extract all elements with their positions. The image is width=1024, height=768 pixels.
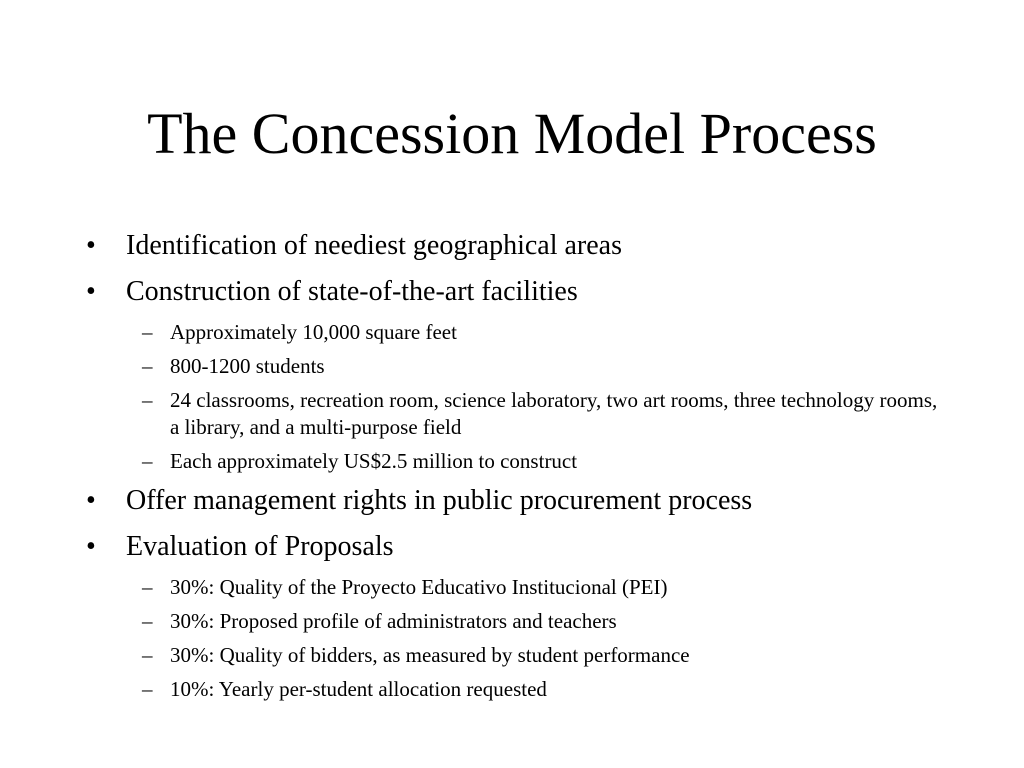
dash-marker: – [142,388,153,412]
bullet-text: Identification of neediest geographical areas [126,230,622,261]
sub-bullet-text: 10%: Yearly per-student allocation requested [170,677,547,701]
bullet-text: Construction of state-of-the-art facilities [126,276,578,307]
sub-bullet-item [86,608,946,635]
sub-bullet-text: 30%: Quality of bidders, as measured by student performance [170,643,690,667]
slide-title: The Concession Model Process [147,101,877,166]
bullet-text: Evaluation of Proposals [126,531,394,562]
dash-marker: – [142,609,153,633]
bullet-marker: • [86,531,96,562]
sub-bullet-item [86,642,946,669]
sub-bullet-text: Each approximately US$2.5 million to construct [170,449,578,473]
dash-marker: – [142,449,153,473]
bullet-item [86,226,946,266]
bullet-item [86,527,946,567]
bullet-item [86,272,946,312]
bullet-marker: • [86,230,96,261]
sub-bullet-text: Approximately 10,000 square feet [170,320,457,344]
bullet-text: Offer management rights in public procurement process [126,485,753,516]
sub-bullet-list [86,319,946,475]
sub-bullet-list [86,574,946,703]
sub-bullet-item [86,319,946,346]
dash-marker: – [142,354,153,378]
dash-marker: – [142,575,153,599]
dash-marker: – [142,320,153,344]
sub-bullet-text: 30%: Proposed profile of administrators and teachers [170,609,617,633]
bullet-marker: • [86,276,96,307]
dash-marker: – [142,677,153,701]
bullet-marker: • [86,485,96,516]
sub-bullet-text: 800-1200 students [170,354,325,378]
sub-bullet-text: 30%: Quality of the Proyecto Educativo Institucional (PEI) [170,575,668,599]
bullet-item [86,481,946,521]
sub-bullet-text: 24 classrooms, recreation room, science laboratory, two art rooms, three technology rooms, a library, and a multi-purpose field [170,388,938,439]
sub-bullet-item [86,676,946,703]
bullet-list [86,226,946,707]
sub-bullet-item [86,448,946,475]
sub-bullet-item [86,353,946,380]
sub-bullet-item [86,387,946,441]
sub-bullet-item [86,574,946,601]
dash-marker: – [142,643,153,667]
